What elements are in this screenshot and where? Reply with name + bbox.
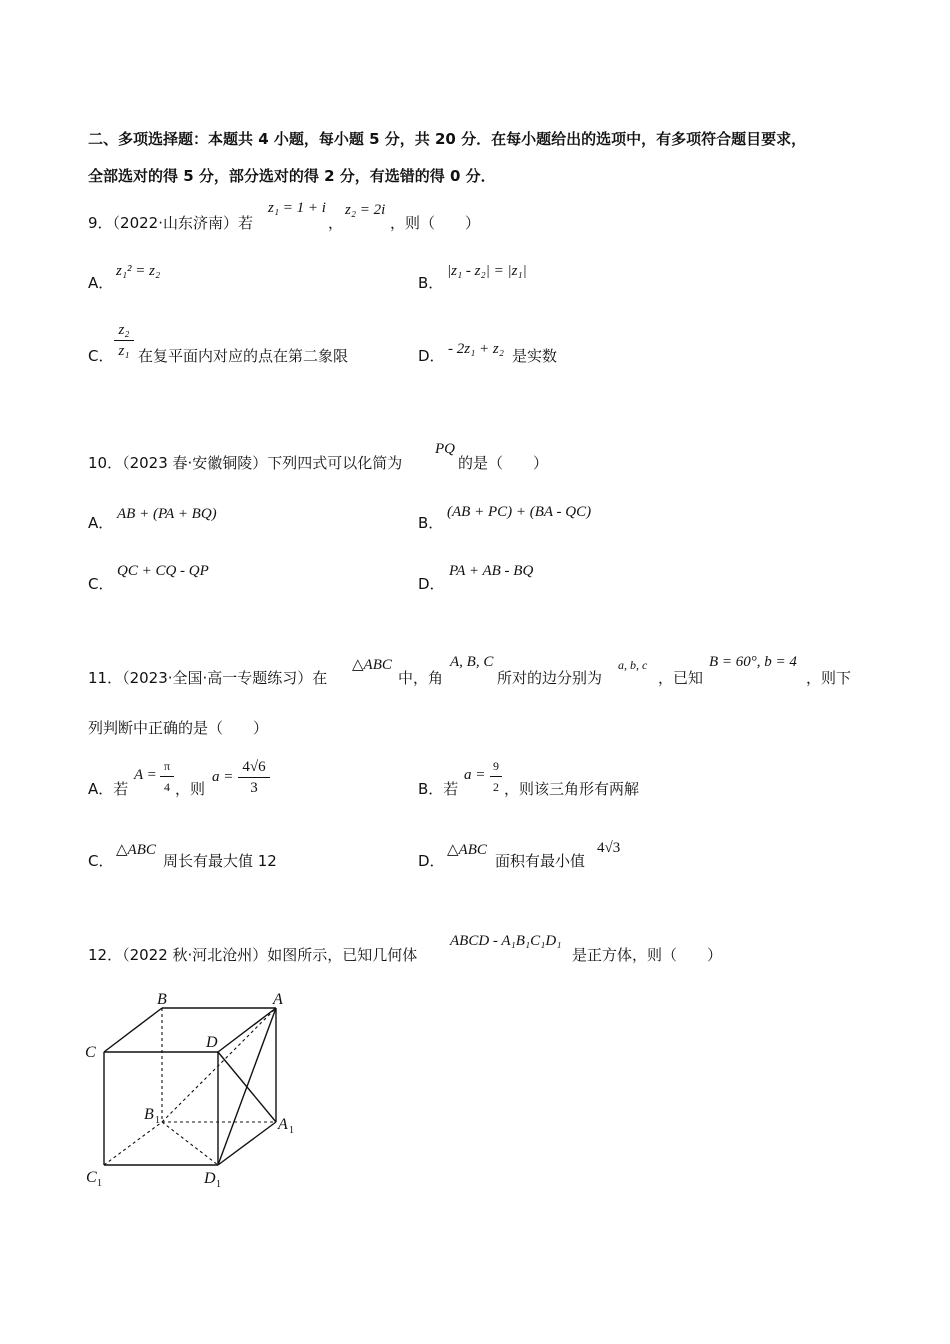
vertex-label-b1-subscript: 1 <box>155 1115 160 1126</box>
q11-angles: A, B, C <box>450 654 494 670</box>
vertex-label-d: D <box>206 1034 218 1051</box>
hidden-diagonal-b1a <box>162 1008 276 1122</box>
vertex-label-d1-subscript: 1 <box>216 1179 221 1190</box>
q11-option-a-mid: ，则 <box>175 780 206 798</box>
q10-option-a-formula: AB + (PA + BQ) <box>117 506 217 522</box>
q9-option-c-fraction <box>114 321 134 360</box>
vertex-label-d1: D <box>204 1170 216 1187</box>
vertex-label-c: C <box>85 1044 96 1061</box>
q9-option-a-label: A． <box>88 274 114 292</box>
q11-sides: a, b, c <box>618 658 648 672</box>
q10-stem-end: 的是（ ） <box>458 454 549 472</box>
q10-option-c-formula: QC + CQ - QP <box>117 563 209 579</box>
q9-option-b-label: B． <box>418 274 444 292</box>
q9-option-d-text: 是实数 <box>512 347 558 365</box>
q9-z2-definition: z₂ = 2i <box>345 202 386 218</box>
edge-cb <box>104 1008 162 1052</box>
section-heading-line2: 全部选对的得 5 分，部分选对的得 2 分，有选错的得 0 分． <box>88 167 496 185</box>
q11-option-c-triangle: △ABC <box>116 842 156 858</box>
q11-option-b-condition: a = <box>464 767 486 783</box>
q11-option-a-angle-fraction <box>160 757 174 796</box>
q9-stem-end: ，则（ ） <box>390 214 481 232</box>
q11-stem-line2: 列判断中正确的是（ ） <box>88 719 269 737</box>
q9-option-c-numerator: z₂ <box>118 322 130 338</box>
q11-option-a-angle-bar <box>160 776 174 777</box>
q11-stem-5: ，则下 <box>806 669 852 687</box>
q10-option-b-formula: (AB + PC) + (BA - QC) <box>447 504 592 520</box>
vertex-label-a1: A <box>278 1116 288 1133</box>
q11-option-b-label: B．若 <box>418 780 459 798</box>
q11-option-a-result-den: 3 <box>250 780 258 796</box>
q10-target-vector: PQ <box>435 441 455 457</box>
q11-option-a-condition: A = <box>134 767 157 783</box>
q9-z1-definition: z₁ = 1 + i <box>268 200 326 216</box>
vertex-label-b1: B <box>144 1106 154 1123</box>
section-heading-line1: 二、多项选择题：本题共 4 小题，每小题 5 分，共 20 分．在每小题给出的选项中，有多项符合题目要求， <box>88 130 807 148</box>
vertex-label-a1-subscript: 1 <box>289 1125 294 1136</box>
q12-stem: 12．（2022 秋·河北沧州）如图所示，已知几何体 <box>88 946 418 964</box>
q11-stem: 11．（2023·全国·高一专题练习）在 <box>88 669 328 687</box>
q11-option-d-triangle: △ABC <box>447 842 487 858</box>
q11-option-a-result: a = <box>212 769 234 785</box>
q9-stem: 9．（2022·山东济南）若 <box>88 214 253 232</box>
q11-option-a-result-fraction <box>238 758 270 797</box>
cube-figure <box>80 985 310 1195</box>
q11-option-d-label: D． <box>418 852 445 870</box>
q11-option-b-den: 2 <box>493 780 499 794</box>
q9-option-b-formula: |z₁ - z₂| = |z₁| <box>447 263 527 279</box>
q11-option-b-bar <box>490 776 502 777</box>
q9-option-c-denominator: z₁ <box>118 343 130 359</box>
q11-option-a-result-bar <box>238 777 270 778</box>
q10-option-b-label: B． <box>418 514 444 532</box>
q11-option-d-text: 面积有最小值 <box>495 852 586 870</box>
hidden-diagonal-b1d1 <box>162 1122 218 1165</box>
q9-option-d-label: D． <box>418 347 445 365</box>
q10-option-a-label: A． <box>88 514 114 532</box>
q10-option-d-formula: PA + AB - BQ <box>449 563 534 579</box>
vertex-label-b: B <box>157 991 167 1008</box>
q11-stem-2: 中，角 <box>398 669 444 687</box>
q12-solid: ABCD - A₁B₁C₁D₁ <box>450 933 562 949</box>
edge-d1a1 <box>218 1122 276 1165</box>
q12-stem-end: 是正方体，则（ ） <box>572 946 723 964</box>
diagonal-da1 <box>218 1052 276 1122</box>
q11-triangle: △ABC <box>352 657 392 673</box>
vertex-label-c1: C <box>86 1169 97 1186</box>
q10-stem: 10．（2023 春·安徽铜陵）下列四式可以化简为 <box>88 454 403 472</box>
q11-given: B = 60°, b = 4 <box>709 654 797 670</box>
q11-option-a-result-num: 4√6 <box>242 759 266 775</box>
q9-option-c-fraction-bar <box>114 340 134 341</box>
q11-stem-3: 所对的边分别为 <box>497 669 603 687</box>
q9-option-d-formula: - 2z₁ + z₂ <box>448 341 504 357</box>
hidden-edge-c1b1 <box>104 1122 162 1165</box>
q9-option-c-label: C． <box>88 347 114 365</box>
q10-option-c-label: C． <box>88 575 114 593</box>
vertex-label-c1-subscript: 1 <box>97 1178 102 1189</box>
q11-option-c-text: 周长有最大值 12 <box>163 852 277 870</box>
q9-comma: ， <box>328 214 344 232</box>
q11-option-a-label: A．若 <box>88 780 129 798</box>
q9-option-a-formula: z₁² = z₂ <box>116 263 161 279</box>
q9-option-c-text: 在复平面内对应的点在第二象限 <box>138 347 349 365</box>
q11-option-c-label: C． <box>88 852 114 870</box>
q11-option-d-value: 4√3 <box>597 840 621 856</box>
q11-option-a-angle-num: π <box>163 759 171 773</box>
q11-option-a-angle-den: 4 <box>164 780 170 794</box>
q11-option-b-fraction <box>490 757 502 796</box>
q11-option-b-text: ，则该三角形有两解 <box>504 780 640 798</box>
q11-option-b-num: 9 <box>493 759 499 773</box>
q11-stem-4: ，已知 <box>658 669 704 687</box>
vertex-label-a: A <box>273 991 283 1008</box>
q10-option-d-label: D． <box>418 575 445 593</box>
